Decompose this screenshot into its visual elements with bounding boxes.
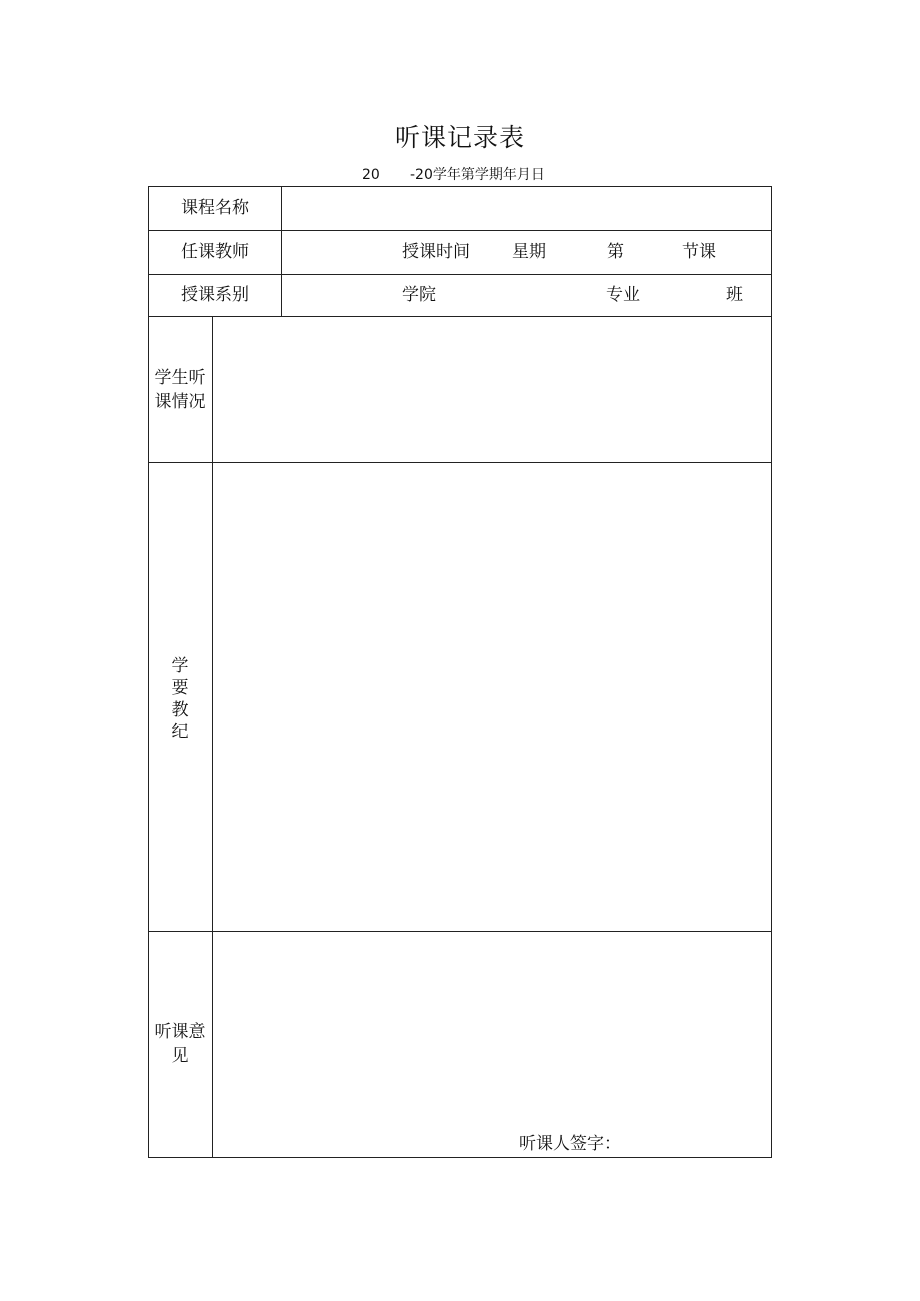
course-name-field[interactable] <box>282 187 771 230</box>
teaching-content-field[interactable] <box>213 463 771 931</box>
row-divider <box>148 230 772 231</box>
teaching-content-char: 教 <box>171 700 189 720</box>
year-end-and-date: -20学年第学期年月日 <box>410 167 545 183</box>
teacher-label: 任课教师 <box>181 242 249 262</box>
teaching-content-char: 纪 <box>171 722 189 742</box>
course-name-label: 课程名称 <box>181 198 249 218</box>
teaching-content-char: 要 <box>171 678 189 698</box>
major-label: 专业 <box>606 285 640 305</box>
college-label: 学院 <box>402 285 436 305</box>
opinion-label-line1: 听课意 <box>154 1022 206 1042</box>
table-border-right <box>771 186 772 1158</box>
teaching-content-label <box>170 655 190 743</box>
teaching-time-label: 授课时间 <box>402 242 470 262</box>
student-status-field[interactable] <box>213 317 771 462</box>
page-title: 听课记录表 <box>394 123 525 152</box>
opinion-field[interactable] <box>213 932 771 1157</box>
date-line <box>0 164 920 186</box>
table-border-bottom <box>148 1157 772 1158</box>
row-divider <box>148 274 772 275</box>
period-suffix: 节课 <box>682 242 716 262</box>
department-label: 授课系别 <box>181 285 249 305</box>
opinion-label <box>148 1020 212 1068</box>
student-status-label-line1: 学生听 <box>154 368 206 388</box>
weekday-label: 星期 <box>512 242 546 262</box>
observation-form-table <box>148 186 772 1158</box>
teaching-content-char: 学 <box>171 656 189 676</box>
student-status-label-line2: 课情况 <box>154 392 206 412</box>
student-status-label <box>148 366 212 414</box>
signature-label: 听课人签字： <box>519 1134 621 1154</box>
year-start: 20 <box>362 167 380 183</box>
class-label: 班 <box>726 285 743 305</box>
opinion-label-line2: 见 <box>171 1046 189 1066</box>
period-prefix: 第 <box>607 242 624 262</box>
table-border-left <box>148 186 149 1158</box>
